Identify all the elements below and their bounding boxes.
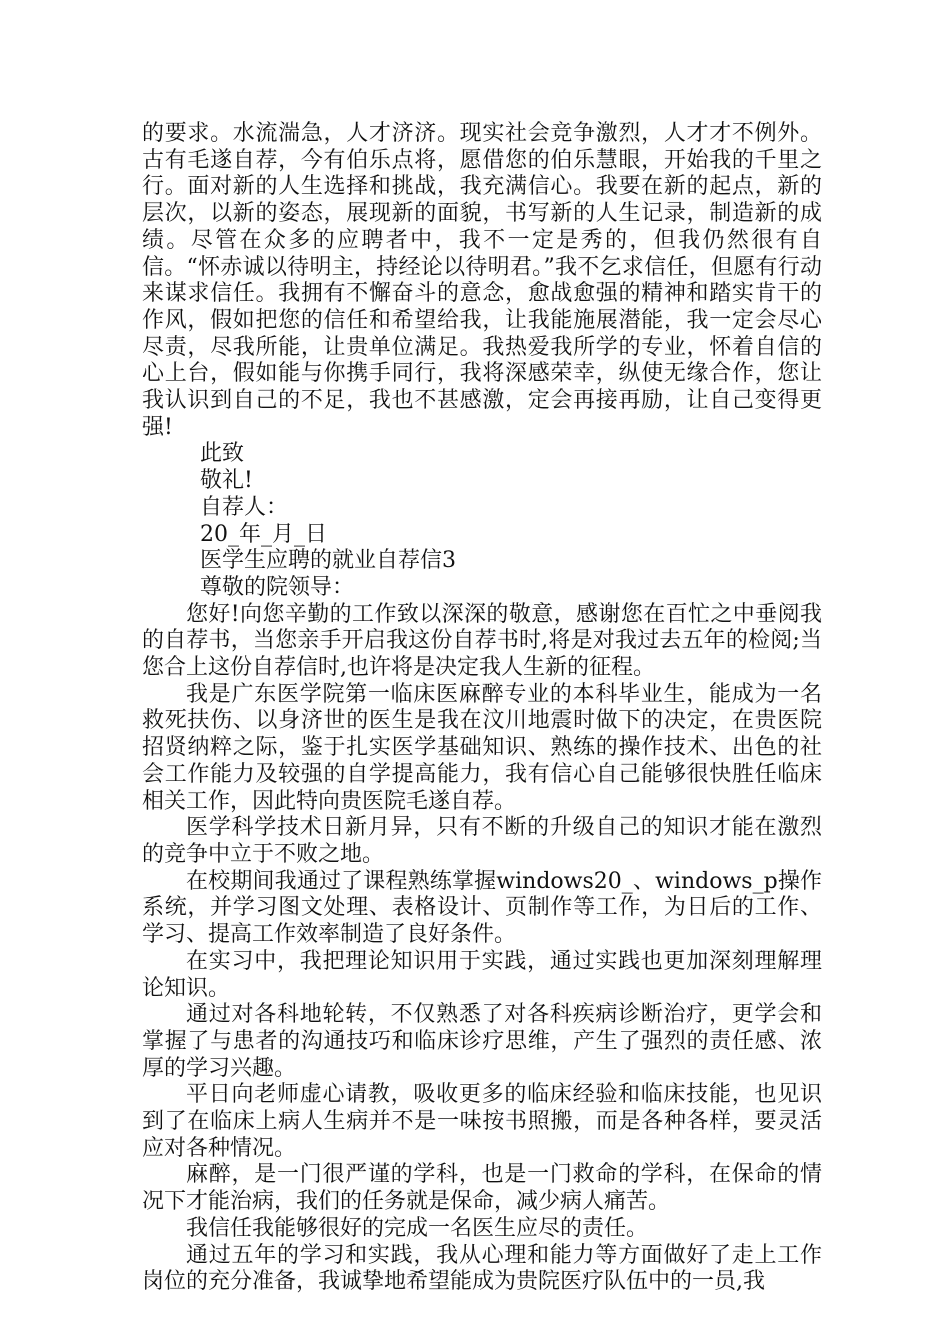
paragraph: 医学科学技术日新月异，只有不断的升级自己的知识才能在激烈的竞争中立于不败之地。 [142,815,822,867]
paragraph: 在校期间我通过了课程熟练掌握windows20_、windows_p操作系统，并学习图文处理、表格设计、页制作等工作，为日后的工作、学习、提高工作效率制造了良好条件。 [142,868,822,948]
paragraph: 在实习中，我把理论知识用于实践，通过实践也更加深刻理解理论知识。 [142,948,822,1001]
paragraph: 您好!向您辛勤的工作致以深深的敬意，感谢您在百忙之中垂阅我的自荐书，当您亲手开启我这份自荐书时,将是对我过去五年的检阅;当您合上这份自荐信时,也许将是决定我人生新的征程。 [142,601,822,681]
closing-line-2: 敬礼! [200,468,253,494]
signature-line: 自荐人： [200,494,289,520]
date-line: 20_年_月_日 [200,521,327,547]
paragraph: 平日向老师虚心请教，吸收更多的临床经验和临床技能，也见识到了在临床上病人生病并不是一味按书照搬，而是各种各样，要灵活应对各种情况。 [142,1082,822,1161]
paragraph: 我是广东医学院第一临床医麻醉专业的本科毕业生，能成为一名救死扶伤、以身济世的医生是我在汶川地震时做下的决定，在贵医院招贤纳粹之际，鉴于扎实医学基础知识、熟练的操作技术、出色的社会工作能力及较强的自学提高能力，我有信心自己能够很快胜任临床相关工作，因此特向贵医院毛遂自荐。 [142,681,822,814]
paragraph: 通过五年的学习和实践，我从心理和能力等方面做好了走上工作岗位的充分准备，我诚挚地希望能成为贵院医疗队伍中的一员,我 [142,1242,822,1295]
paragraph: 我信任我能够很好的完成一名医生应尽的责任。 [186,1215,649,1241]
paragraph: 麻醉，是一门很严谨的学科，也是一门救命的学科，在保命的情况下才能治病，我们的任务就是保命，减少病人痛苦。 [142,1162,822,1215]
salutation: 尊敬的院领导： [200,574,355,600]
paragraph: 通过对各科地轮转，不仅熟悉了对各科疾病诊断治疗，更学会和掌握了与患者的沟通技巧和临床诊疗思维，产生了强烈的责任感、浓厚的学习兴趣。 [142,1002,822,1081]
closing-line-1: 此致 [200,441,245,467]
document-page [142,121,822,1296]
intro-paragraph: 的要求。水流湍急，人才济济。现实社会竞争激烈，人才才不例外。古有毛遂自荐，今有伯乐点将，愿借您的伯乐慧眼，开始我的千里之行。面对新的人生选择和挑战，我充满信心。我要在新的起点，新的层次，以新的姿态，展现新的面貌，书写新的人生记录，制造新的成绩。尽管在众多的应聘者中，我不一定是秀的，但我仍然很有自信。“怀赤诚以待明主，持经论以待明君。”我不乞求信任，但愿有行动来谋求信任。我拥有不懈奋斗的意念，愈战愈强的精神和踏实肯干的作风，假如把您的信任和希望给我，让我能施展潜能，我一定会尽心尽责，尽我所能，让贵单位满足。我热爱我所学的专业，怀着自信的心上台，假如能与你携手同行，我将深感荣幸，纵使无缘合作，您让我认识到自己的不足，我也不甚感激，定会再接再励，让自己变得更强! [142,121,822,440]
letter-title: 医学生应聘的就业自荐信3 [200,548,456,574]
